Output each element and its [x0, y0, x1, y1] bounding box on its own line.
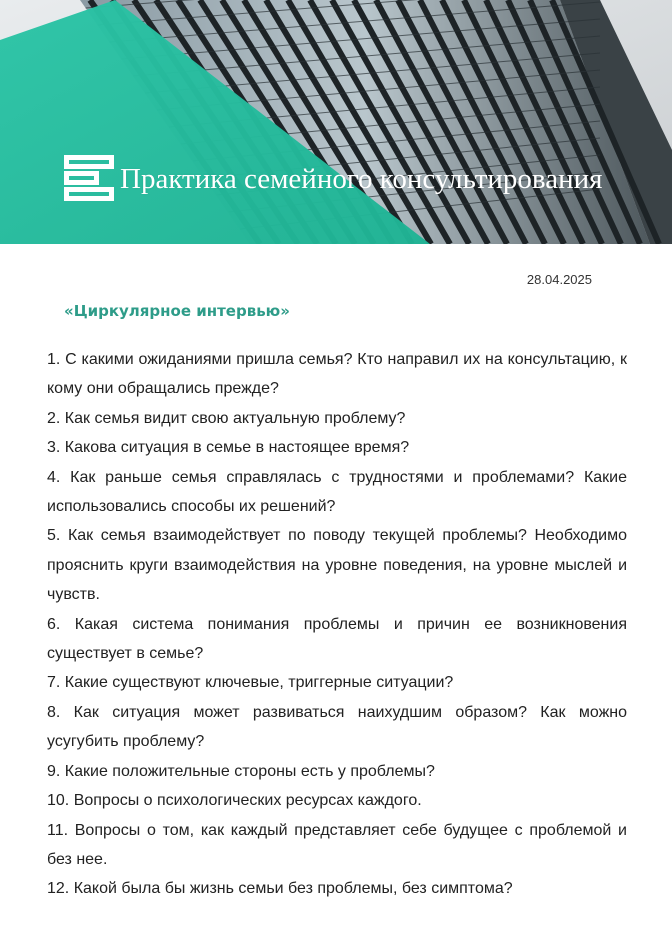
list-item: 7. Какие существуют ключевые, триггерные ситуации?: [47, 674, 454, 692]
list-item: 2. Как семья видит свою актуальную проблему?: [47, 409, 406, 427]
banner-title: Практика семейного консультирования: [120, 163, 603, 195]
list-item: 5. Как семья взаимодействует по поводу текущей проблемы? Необходимо прояснить круги взаимодействия на уровне поведения, на уровне мыслей и чувств.: [47, 527, 627, 604]
list-item: 4. Как раньше семья справлялась с трудностями и проблемами? Какие использовались способы их решений?: [47, 468, 627, 516]
questions-list: [47, 345, 627, 904]
list-item: 9. Какие положительные стороны есть у проблемы?: [47, 762, 435, 780]
list-item: 8. Как ситуация может развиваться наихудшим образом? Как можно усугубить проблему?: [47, 703, 627, 751]
list-item: 1. С какими ожиданиями пришла семья? Кто направил их на консультацию, к кому они обращались прежде?: [47, 351, 627, 398]
list-item: 6. Какая система понимания проблемы и причин ее возникновения существует в семье?: [47, 615, 627, 663]
list-item: 10. Вопросы о психологических ресурсах каждого.: [47, 792, 422, 810]
list-item: 3. Какова ситуация в семье в настоящее время?: [47, 439, 410, 457]
teal-overlay: [0, 0, 672, 244]
list-item: 12. Какой была бы жизнь семьи без проблемы, без симптома?: [47, 880, 513, 898]
stacked-bars-logo-icon: [64, 155, 114, 201]
document-date: 28.04.2025: [526, 272, 592, 287]
header-banner: [0, 0, 672, 244]
list-item: 11. Вопросы о том, как каждый представляет себе будущее с проблемой и без нее.: [47, 821, 627, 868]
document-subtitle: «Циркулярное интервью»: [64, 302, 290, 320]
